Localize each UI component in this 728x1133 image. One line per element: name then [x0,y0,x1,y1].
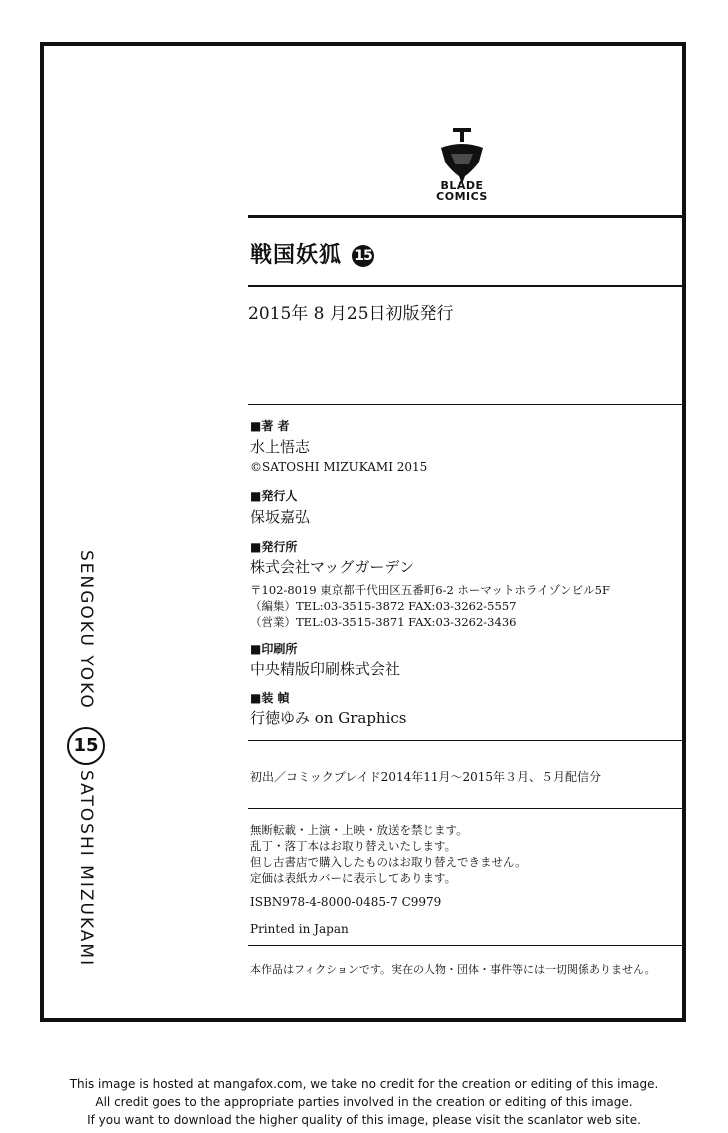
divider [248,404,682,405]
publication-date: 2015年 8 月25日初版発行 [248,304,454,324]
printer-name: 中央精版印刷株式会社 [250,660,401,678]
publisher-name: 株式会社マッグガーデン [250,558,415,576]
divider [248,285,682,287]
design-heading: ■装 幀 [250,691,290,705]
volume-badge: 15 [352,245,374,267]
publisher-person-heading: ■発行人 [250,489,298,503]
notice-line: 但し古書店で購入したものはお取り替えできません。 [250,855,527,869]
publisher-tel-edit: （編集）TEL:03-3515-3872 FAX:03-3262-5557 [250,599,517,613]
spine-title: SENGOKU YOKO [76,550,96,710]
copyright: ©SATOSHI MIZUKAMI 2015 [250,460,428,474]
logo-line-1: BLADE [440,179,484,192]
divider [248,945,682,946]
book-title [250,238,374,269]
divider [248,808,682,809]
designer-name: 行徳ゆみ on Graphics [250,709,407,727]
notice-line: 無断転載・上演・上映・放送を禁じます。 [250,823,468,837]
printer-heading: ■印刷所 [250,642,298,656]
author-heading: ■著 者 [250,419,290,433]
author-name: 水上悟志 [250,438,311,456]
host-credit [0,1075,728,1129]
printed-in: Printed in Japan [250,922,349,936]
first-publication: 初出／コミックブレイド2014年11月～2015年３月、５月配信分 [250,770,602,784]
spine-author: SATOSHI MIZUKAMI [76,770,96,968]
notice-line: 乱丁・落丁本はお取り替えいたします。 [250,839,457,853]
publisher-heading: ■発行所 [250,540,298,554]
credit-line: This image is hosted at mangafox.com, we take no credit for the creation or editing of this image. [69,1077,659,1091]
notice-line: 定価は表紙カバーに表示してあります。 [250,871,457,885]
logo-line-2: COMICS [436,190,488,203]
publisher-address: 〒102-8019 東京都千代田区五番町6-2 ホーマットホライゾンビル5F [250,583,610,597]
credit-line: All credit goes to the appropriate parties involved in the creation or editing of this image. [95,1095,633,1109]
divider [248,215,682,218]
publisher-tel-sales: （営業）TEL:03-3515-3871 FAX:03-3262-3436 [250,615,517,629]
isbn: ISBN978-4-8000-0485-7 C9979 [250,895,442,909]
credit-line: If you want to download the higher quality of this image, please visit the scanlator web site. [87,1113,641,1127]
title-text: 戦国妖狐 [250,243,343,268]
fiction-notice: 本作品はフィクションです。実在の人物・団体・事件等には一切関係ありません。 [250,963,656,976]
publisher-person-name: 保坂嘉弘 [250,508,311,526]
logo-label [425,180,499,202]
spine-volume-badge: 15 [67,727,105,765]
divider [248,740,682,741]
